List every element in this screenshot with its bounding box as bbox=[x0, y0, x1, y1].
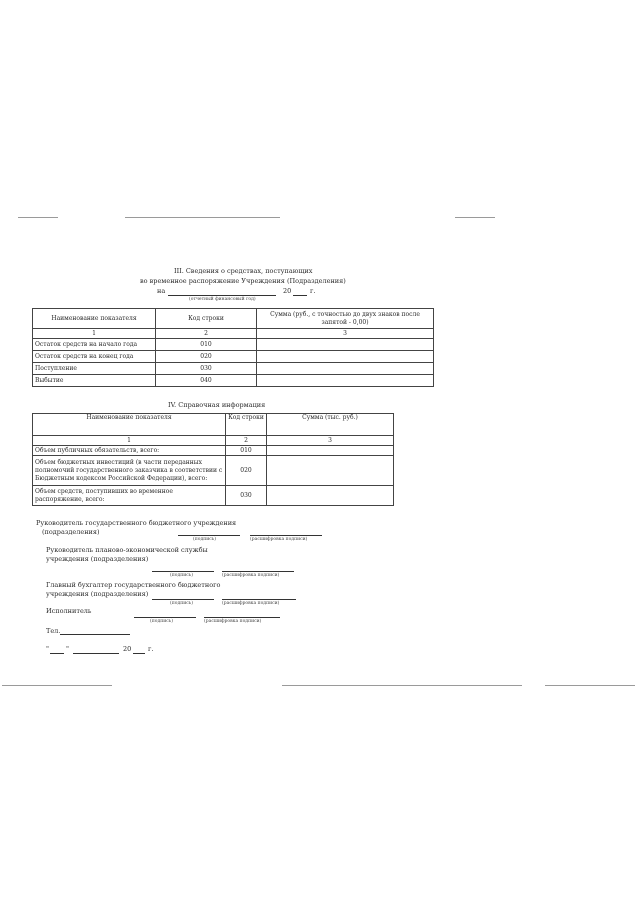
table-row bbox=[33, 486, 394, 506]
date-open-quote: " bbox=[46, 645, 49, 653]
section4-header-code: Код строки bbox=[226, 414, 267, 436]
row-name: Поступление bbox=[33, 363, 156, 375]
row-code: 030 bbox=[226, 486, 267, 506]
section4-header-name: Наименование показателя bbox=[33, 414, 226, 436]
section3-title-line1: III. Сведения о средствах, поступающих bbox=[174, 267, 313, 275]
date-year-line bbox=[133, 653, 145, 654]
date-suffix: г. bbox=[148, 645, 154, 653]
table-row bbox=[33, 351, 434, 363]
executor-sign-caption: (подпись) bbox=[150, 619, 173, 624]
row-code: 010 bbox=[156, 339, 257, 351]
row-sum bbox=[267, 446, 394, 456]
executor-decode-line bbox=[204, 617, 280, 618]
econ-sign-line bbox=[152, 571, 214, 572]
table-row bbox=[33, 446, 394, 456]
section3-colnum-3: 3 bbox=[257, 329, 434, 339]
section4-header-sum: Сумма (тыс. руб.) bbox=[267, 414, 394, 436]
section3-table bbox=[32, 308, 434, 387]
row-sum bbox=[257, 351, 434, 363]
date-day-line bbox=[50, 653, 64, 654]
row-name: Объем средств, поступивших во временное распоряжение, всего: bbox=[33, 486, 226, 506]
accountant-signature-label-line2: учреждения (подразделения) bbox=[46, 590, 149, 598]
head-decode-line bbox=[250, 535, 322, 536]
executor-label: Исполнитель bbox=[46, 607, 92, 615]
section3-colnum-2: 2 bbox=[156, 329, 257, 339]
executor-sign-line bbox=[134, 617, 196, 618]
head-sign-line bbox=[178, 535, 240, 536]
section3-title-line2: во временное распоряжение Учреждения (Подразделения) bbox=[140, 277, 346, 285]
row-name: Объем бюджетных инвестиций (в части переданных полномочий государственного заказчика в соответствии с Бюджетным кодексом Российской Федерации), всего: bbox=[33, 456, 226, 486]
accountant-signature-label-line1: Главный бухгалтер государственного бюджетного bbox=[46, 581, 221, 589]
scan-artifact-line-top bbox=[455, 217, 495, 218]
date-month-line bbox=[73, 653, 119, 654]
row-sum bbox=[257, 375, 434, 387]
table-row bbox=[33, 363, 434, 375]
date-year: 20 bbox=[123, 645, 132, 653]
section4-title: IV. Справочная информация bbox=[168, 401, 266, 409]
scan-artifact-line-top bbox=[18, 217, 58, 218]
section4-colnum-1: 1 bbox=[33, 436, 226, 446]
head-signature-label-line1: Руководитель государственного бюджетного учреждения bbox=[36, 519, 237, 527]
row-sum bbox=[267, 456, 394, 486]
section3-header-sum: Сумма (руб., с точностью до двух знаков после запятой - 0,00) bbox=[257, 309, 434, 329]
accountant-decode-caption: (расшифровка подписи) bbox=[222, 601, 280, 606]
row-sum bbox=[257, 339, 434, 351]
scan-artifact-line-top bbox=[125, 217, 280, 218]
section3-date-blank bbox=[168, 295, 276, 296]
scan-artifact-line-bottom bbox=[545, 685, 635, 686]
row-code: 020 bbox=[156, 351, 257, 363]
accountant-sign-line bbox=[152, 599, 214, 600]
section3-year-blank bbox=[293, 295, 307, 296]
executor-decode-caption: (расшифровка подписи) bbox=[204, 619, 262, 624]
phone-label: Тел. bbox=[46, 627, 61, 635]
table-row bbox=[33, 375, 434, 387]
section4-colnum-2: 2 bbox=[226, 436, 267, 446]
row-sum bbox=[267, 486, 394, 506]
econ-decode-caption: (расшифровка подписи) bbox=[222, 573, 280, 578]
scan-artifact-line-bottom bbox=[282, 685, 522, 686]
head-signature-label-line2: (подразделения) bbox=[42, 528, 100, 536]
scan-artifact-line-bottom bbox=[2, 685, 112, 686]
section3-date-prefix: на bbox=[157, 287, 166, 295]
section3-date-suffix: г. bbox=[310, 287, 316, 295]
section3-date-year: 20 bbox=[283, 287, 292, 295]
row-code: 030 bbox=[156, 363, 257, 375]
row-code: 010 bbox=[226, 446, 267, 456]
row-name: Выбытие bbox=[33, 375, 156, 387]
table-row bbox=[33, 339, 434, 351]
section3-colnum-1: 1 bbox=[33, 329, 156, 339]
phone-line bbox=[60, 634, 130, 635]
row-name: Объем публичных обязательств, всего: bbox=[33, 446, 226, 456]
accountant-sign-caption: (подпись) bbox=[170, 601, 193, 606]
row-code: 020 bbox=[226, 456, 267, 486]
econ-signature-label-line1: Руководитель планово-экономической службы bbox=[46, 546, 208, 554]
row-sum bbox=[257, 363, 434, 375]
section4-colnum-3: 3 bbox=[267, 436, 394, 446]
section3-header-code: Код строки bbox=[156, 309, 257, 329]
econ-decode-line bbox=[222, 571, 294, 572]
accountant-decode-line bbox=[222, 599, 296, 600]
head-sign-caption: (подпись) bbox=[193, 537, 216, 542]
section3-date-caption: (отчетный финансовый год) bbox=[189, 297, 256, 302]
date-close-quote: " bbox=[66, 645, 69, 653]
econ-sign-caption: (подпись) bbox=[170, 573, 193, 578]
econ-signature-label-line2: учреждения (подразделения) bbox=[46, 555, 149, 563]
section4-table bbox=[32, 413, 394, 506]
head-decode-caption: (расшифровка подписи) bbox=[250, 537, 308, 542]
table-row bbox=[33, 456, 394, 486]
section3-header-name: Наименование показателя bbox=[33, 309, 156, 329]
row-name: Остаток средств на конец года bbox=[33, 351, 156, 363]
row-code: 040 bbox=[156, 375, 257, 387]
row-name: Остаток средств на начало года bbox=[33, 339, 156, 351]
